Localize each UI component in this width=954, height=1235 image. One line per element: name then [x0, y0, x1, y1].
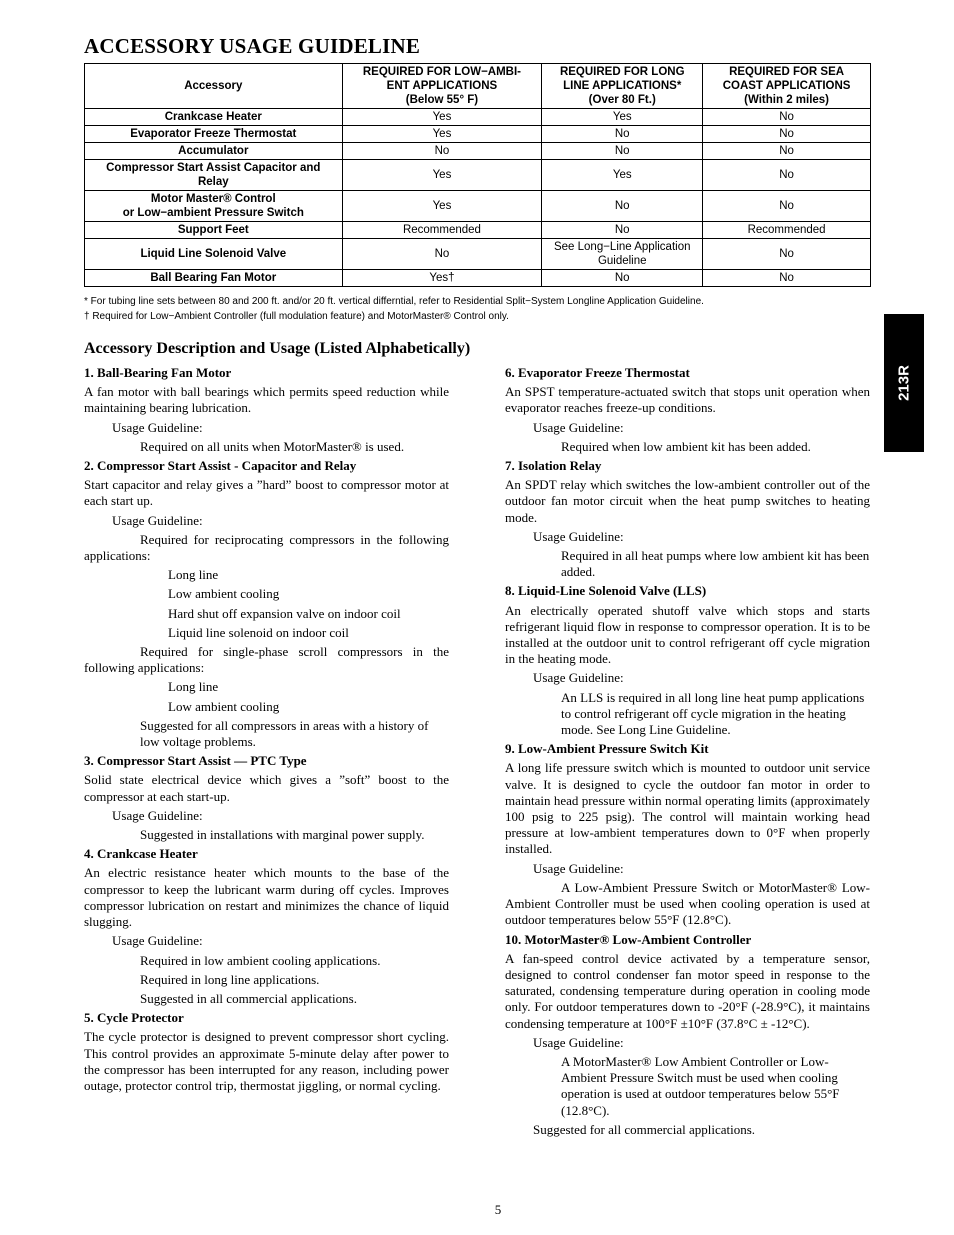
- cell-accessory-line: Support Feet: [177, 224, 249, 236]
- table-row: [85, 109, 871, 126]
- footnote-long-line: * For tubing line sets between 80 and 200 ft. and/or 20 ft. vertical differntial, refer to Residential Split−System Longline Application Guideline.: [84, 296, 704, 307]
- cell-long-line-line: No: [614, 224, 630, 236]
- page-number: 5: [494, 1202, 502, 1217]
- cell-sea-coast-line: No: [779, 248, 794, 260]
- cell-accessory: [85, 239, 343, 270]
- item-description: An SPST temperature-actuated switch that stops unit operation when evaporator reaches freeze-up conditions.: [505, 384, 870, 416]
- cell-low-ambient-line: Yes: [432, 169, 452, 181]
- guideline-text: Required on all units when MotorMaster® is used.: [140, 438, 405, 454]
- header-long-line-line: LINE APPLICATIONS*: [563, 80, 682, 92]
- cell-accessory: [85, 143, 343, 160]
- cell-low-ambient-line: Recommended: [402, 224, 481, 236]
- cell-sea-coast-line: No: [779, 128, 794, 140]
- item-heading: 6. Evaporator Freeze Thermostat: [505, 365, 690, 380]
- usage-guideline: Usage Guideline:: [533, 419, 624, 435]
- item-description: An SPDT relay which switches the low-ambient controller out of the outdoor fan motor circuit when the heat pump switches to heating mode.: [505, 477, 870, 525]
- header-sea-coast-line: COAST APPLICATIONS: [722, 80, 851, 92]
- cell-accessory: [85, 222, 343, 239]
- guideline-text: Required in low ambient cooling applications.: [140, 952, 381, 968]
- guideline-text: Required in all heat pumps where low ambient kit has been added.: [561, 548, 870, 580]
- cell-accessory-line: Evaporator Freeze Thermostat: [130, 128, 297, 140]
- cell-accessory-line: Crankcase Heater: [164, 111, 262, 123]
- usage-guideline: Suggested for all commercial applications.: [533, 1121, 756, 1137]
- cell-long-line-line: Guideline: [597, 255, 647, 267]
- guideline-text: An LLS is required in all long line heat pump applications to control refrigerant off cycle migration in the heating mode. See Long Line Guideline.: [561, 689, 865, 738]
- item-description: A fan motor with ball bearings which permits speed reduction while maintaining bearing lubrication.: [84, 384, 449, 416]
- table-row: [85, 239, 871, 270]
- cell-low-ambient: [342, 191, 542, 222]
- cell-sea-coast-line: No: [779, 272, 794, 284]
- cell-low-ambient: [342, 270, 542, 287]
- cell-long-line-line: No: [614, 145, 630, 157]
- cell-accessory: [85, 270, 343, 287]
- table-row: [85, 270, 871, 287]
- item-heading: 9. Low-Ambient Pressure Switch Kit: [505, 741, 709, 757]
- cell-low-ambient-line: Yes†: [429, 272, 455, 284]
- cell-long-line-line: Yes: [612, 169, 632, 181]
- application-list-item: Long line: [168, 679, 219, 695]
- cell-accessory: [85, 191, 343, 222]
- header-long-line-line: (Over 80 Ft.): [588, 94, 656, 106]
- cell-low-ambient-line: Yes: [432, 200, 452, 212]
- header-long-line-line: REQUIRED FOR LONG: [559, 66, 685, 78]
- application-list-item: Hard shut off expansion valve on indoor coil: [168, 605, 401, 621]
- item-description: The cycle protector is designed to prevent compressor short cycling. This control provides an approximate 5-minute delay after power to the compressor has been interrupted for any reason, including power outage, protector control trip, thermostat jiggling, or normal cycling.: [84, 1029, 449, 1093]
- cell-long-line: [542, 222, 703, 239]
- guideline-text: A Low-Ambient Pressure Switch or MotorMaster® Low-Ambient Controller must be used when cooling operation is used at outdoor temperatures below 55°F (12.8°C).: [505, 879, 870, 928]
- section-title: Accessory Description and Usage (Listed Alphabetically): [84, 340, 471, 357]
- usage-guideline: Usage Guideline:: [533, 528, 624, 544]
- header-accessory-line: Accessory: [184, 80, 243, 92]
- cell-long-line: [542, 239, 703, 270]
- guideline-text: A MotorMaster® Low Ambient Controller or Low-Ambient Pressure Switch must be used when cooling operation is used at outdoor temperatures below 55°F (12.8°C).: [561, 1053, 840, 1118]
- cell-sea-coast: [703, 239, 871, 270]
- table-header-row: [85, 64, 871, 109]
- cell-accessory-line: Accumulator: [178, 145, 249, 157]
- cell-sea-coast: [703, 270, 871, 287]
- item-heading: 7. Isolation Relay: [505, 458, 602, 474]
- item-heading: 1. Ball-Bearing Fan Motor: [84, 365, 232, 380]
- footnote-low-ambient: † Required for Low−Ambient Controller (full modulation feature) and MotorMaster® Control only.: [84, 311, 509, 322]
- usage-guideline: Usage Guideline:: [112, 512, 203, 528]
- cell-long-line-line: No: [614, 272, 630, 284]
- cell-low-ambient-line: No: [434, 145, 450, 157]
- cell-sea-coast: [703, 143, 871, 160]
- cell-long-line-line: See Long−Line Application: [553, 241, 691, 253]
- right-column: [505, 362, 870, 1141]
- cell-accessory-line: Liquid Line Solenoid Valve: [140, 248, 287, 260]
- cell-long-line-line: No: [614, 128, 630, 140]
- cell-accessory-line: Ball Bearing Fan Motor: [150, 272, 277, 284]
- header-sea-coast-line: REQUIRED FOR SEA: [729, 66, 845, 78]
- cell-accessory-line: Motor Master® Control: [150, 193, 276, 205]
- header-low-ambient-line: ENT APPLICATIONS: [386, 80, 498, 92]
- cell-long-line: [542, 191, 703, 222]
- header-long-line: [542, 64, 703, 109]
- cell-sea-coast: [703, 109, 871, 126]
- usage-guideline: Usage Guideline:: [533, 1034, 624, 1050]
- cell-low-ambient-line: Yes: [432, 111, 452, 123]
- guideline-text: Suggested in all commercial applications.: [140, 990, 357, 1006]
- cell-sea-coast: [703, 191, 871, 222]
- cell-long-line-line: No: [614, 200, 630, 212]
- usage-guideline: Usage Guideline:: [112, 933, 203, 949]
- item-heading: 4. Crankcase Heater: [84, 846, 198, 862]
- cell-sea-coast: [703, 126, 871, 143]
- guideline-text: Required for single-phase scroll compressors in the following applications:: [84, 644, 449, 676]
- model-side-tab: [884, 314, 924, 452]
- header-low-ambient: [342, 64, 542, 109]
- item-heading: 10. MotorMaster® Low-Ambient Controller: [505, 931, 752, 947]
- application-list-item: Long line: [168, 567, 219, 583]
- table-row: [85, 126, 871, 143]
- cell-accessory: [85, 126, 343, 143]
- table-row: [85, 191, 871, 222]
- left-column: [84, 362, 449, 1097]
- item-heading: 2. Compressor Start Assist - Capacitor and Relay: [84, 458, 357, 474]
- header-sea-coast-line: (Within 2 miles): [744, 94, 830, 106]
- item-description: A fan-speed control device activated by a temperature sensor, designed to control condenser fan motor speed in response to the saturated, condensing temperature during operation in cooling mode only. For outdoor temperatures down to -20°F (-28.9°C), it maintains condensing temperature at 100°F ±10°F (37.8°C ± -12°C).: [505, 950, 870, 1031]
- table-body: [85, 109, 871, 287]
- item-description: An electrically operated shutoff valve which stops and starts refrigerant liquid flow in response to compressor operation. It is to be installed at the outdoor unit to control refrigerant off cycle migration in the heating mode.: [505, 602, 870, 667]
- cell-long-line: [542, 160, 703, 191]
- cell-accessory-line: Compressor Start Assist Capacitor and: [106, 162, 321, 174]
- table-footnotes: [84, 294, 874, 324]
- application-list-item: Liquid line solenoid on indoor coil: [168, 624, 349, 640]
- header-low-ambient-line: (Below 55° F): [405, 94, 479, 106]
- cell-accessory: [85, 160, 343, 191]
- item-description: A long life pressure switch which is mounted to outdoor unit service valve. It is designed to cycle the outdoor fan motor in order to maintain head pressure within normal operating limits (approximately 100 psig to 225 psig). The control will maintain working head pressure at low-ambient temperatures down to 0°F when properly installed.: [505, 760, 870, 857]
- cell-sea-coast-line: No: [779, 169, 794, 181]
- cell-sea-coast-line: Recommended: [747, 224, 826, 236]
- guideline-text: Required for reciprocating compressors in the following applications:: [84, 531, 449, 564]
- header-accessory: [85, 64, 343, 109]
- cell-long-line: [542, 143, 703, 160]
- item-description: An electric resistance heater which mounts to the base of the compressor to keep the lubricant warm during off cycles. Improves compressor lubrication on restart and minimizes the chance of liquid slugging.: [84, 865, 449, 930]
- cell-sea-coast-line: No: [779, 145, 794, 157]
- cell-low-ambient: [342, 126, 542, 143]
- cell-accessory: [85, 109, 343, 126]
- header-low-ambient-line: REQUIRED FOR LOW−AMBI-: [362, 66, 521, 78]
- cell-sea-coast-line: No: [779, 200, 794, 212]
- cell-low-ambient-line: No: [434, 248, 450, 260]
- table-row: [85, 222, 871, 239]
- cell-long-line-line: Yes: [612, 111, 632, 123]
- cell-low-ambient: [342, 143, 542, 160]
- item-description: Solid state electrical device which gives a ”soft” boost to the compressor at each start-up.: [84, 772, 449, 804]
- item-description: Start capacitor and relay gives a ”hard” boost to compressor motor at each start up.: [84, 477, 449, 509]
- cell-sea-coast-line: No: [779, 111, 794, 123]
- application-list-item: Low ambient cooling: [168, 586, 280, 602]
- cell-low-ambient: [342, 109, 542, 126]
- cell-sea-coast: [703, 222, 871, 239]
- cell-accessory-line: Relay: [197, 176, 229, 188]
- item-heading: 3. Compressor Start Assist — PTC Type: [84, 753, 307, 769]
- cell-accessory-line: or Low−ambient Pressure Switch: [122, 207, 304, 219]
- cell-low-ambient: [342, 239, 542, 270]
- accessory-usage-table: [84, 63, 871, 287]
- cell-long-line: [542, 270, 703, 287]
- item-heading: 8. Liquid-Line Solenoid Valve (LLS): [505, 583, 707, 599]
- cell-low-ambient-line: Yes: [432, 128, 452, 140]
- usage-guideline: Usage Guideline:: [533, 860, 624, 876]
- cell-long-line: [542, 109, 703, 126]
- guideline-text: Suggested in installations with marginal power supply.: [140, 827, 425, 843]
- cell-sea-coast: [703, 160, 871, 191]
- usage-guideline: Usage Guideline:: [533, 670, 624, 686]
- table-row: [85, 143, 871, 160]
- header-sea-coast: [703, 64, 871, 109]
- usage-guideline: Usage Guideline:: [112, 419, 203, 435]
- application-list-item: Low ambient cooling: [168, 698, 280, 714]
- item-heading: 5. Cycle Protector: [84, 1010, 184, 1026]
- table-row: [85, 160, 871, 191]
- usage-guideline: Usage Guideline:: [112, 807, 203, 823]
- cell-low-ambient: [342, 160, 542, 191]
- cell-low-ambient: [342, 222, 542, 239]
- guideline-text: Required in long line applications.: [140, 971, 320, 987]
- guideline-text: Required when low ambient kit has been added.: [561, 438, 811, 454]
- model-number-label: 213R: [895, 365, 913, 401]
- guideline-text: Suggested for all compressors in areas with a history of low voltage problems.: [140, 717, 429, 750]
- cell-long-line: [542, 126, 703, 143]
- page-title: ACCESSORY USAGE GUIDELINE: [84, 34, 421, 58]
